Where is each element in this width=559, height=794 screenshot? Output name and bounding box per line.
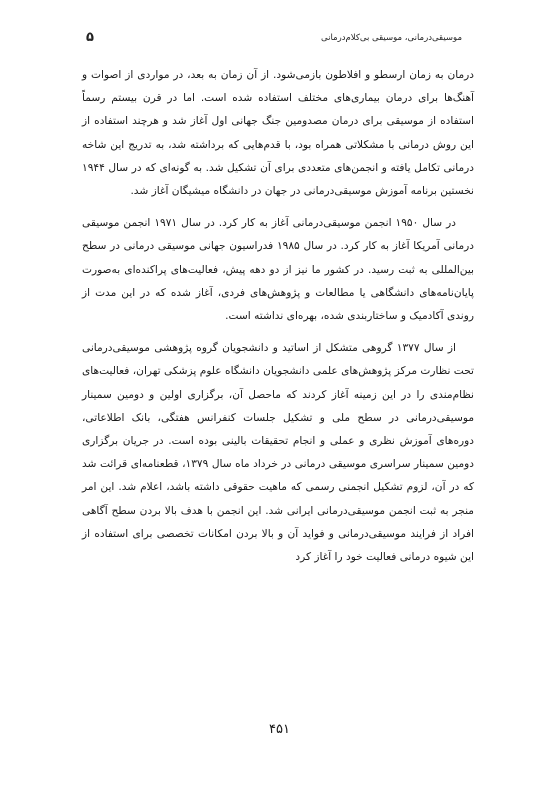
header-ornament: ۵ bbox=[86, 30, 94, 45]
paragraph-3: از سال ۱۳۷۷ گروهی متشکل از اساتید و دانشجویان گروه پژوهشی موسیقی‌درمانی تحت نظارت مرکز پژوهش‌های علمی دانشجویان دانشگاه علوم پزشکی تهران، فعالیت‌های نظام‌مندی را در این زمینه آغاز کردند که ماحصل آن، برگزاری اولین و دومین سمینار موسیقی‌درمانی در سطح ملی و تشکیل جلسات کنفرانس هفتگی، بانک اطلاعاتی، دوره‌های آموزش نظری و عملی و انجام تحقیقات بالینی بوده است. در جریان برگزاری دومین سمینار سراسری موسیقی درمانی در خرداد ماه سال ۱۳۷۹، قطعنامه‌ای قرائت شد که در آن، لزوم تشکیل انجمنی رسمی که ماهیت حقوقی داشته باشد، اعلام شد. این امر منجر به ثبت انجمن موسیقی‌درمانی ایرانی شد. این انجمن با هدف بالا بردن سطح آگاهی افراد از فرایند موسیقی‌درمانی و فواید آن و بالا بردن امکانات تخصصی برای استفاده از این شیوه درمانی فعالیت خود را آغاز کرد bbox=[82, 342, 475, 564]
running-header bbox=[86, 30, 462, 46]
paragraph-1: درمان به زمان ارسطو و افلاطون بازمی‌شود. از آن زمان به بعد، در مواردی از اصوات و آهنگ‌ها برای درمان بیماری‌های مختلف استفاده شده است. اما در قرن بیستم رسماً استفاده از موسیقی برای درمان مصدومین جنگ جهانی اول آغاز شد و هرچند استفاده از این روش درمانی با مشکلاتی همراه بود، با قدم‌هایی که برداشته شد، به تدریج این شاخه درمانی تکامل یافته و انجمن‌های متعددی برای آن تشکیل شد. به گونه‌ای که در سال ۱۹۴۴ نخستین برنامه آموزش موسیقی‌درمانی در جهان در دانشگاه میشیگان آغاز شد. bbox=[82, 69, 474, 198]
paragraph-2: در سال ۱۹۵۰ انجمن موسیقی‌درمانی آغاز به کار کرد. در سال ۱۹۷۱ انجمن موسیقی درمانی آمریکا آغاز به کار کرد. در سال ۱۹۸۵ فدراسیون جهانی موسیقی درمانی در سطح بین‌المللی به ثبت رسید. در کشور ما نیز از دو دهه پیش، فعالیت‌های پراکنده‌ای به‌صورت پایان‌نامه‌های دانشگاهی یا مطالعات و پژوهش‌های فردی، آغاز شده که در این مدت از روندی آکادمیک و ساختاربندی شده، بهره‌ای نداشته است. bbox=[82, 217, 474, 323]
running-header-title: موسیقی‌درمانی، موسیقی بی‌کلام‌درمانی bbox=[321, 33, 462, 43]
page-number: ۴۵۱ bbox=[269, 722, 290, 737]
body-text bbox=[82, 64, 474, 569]
